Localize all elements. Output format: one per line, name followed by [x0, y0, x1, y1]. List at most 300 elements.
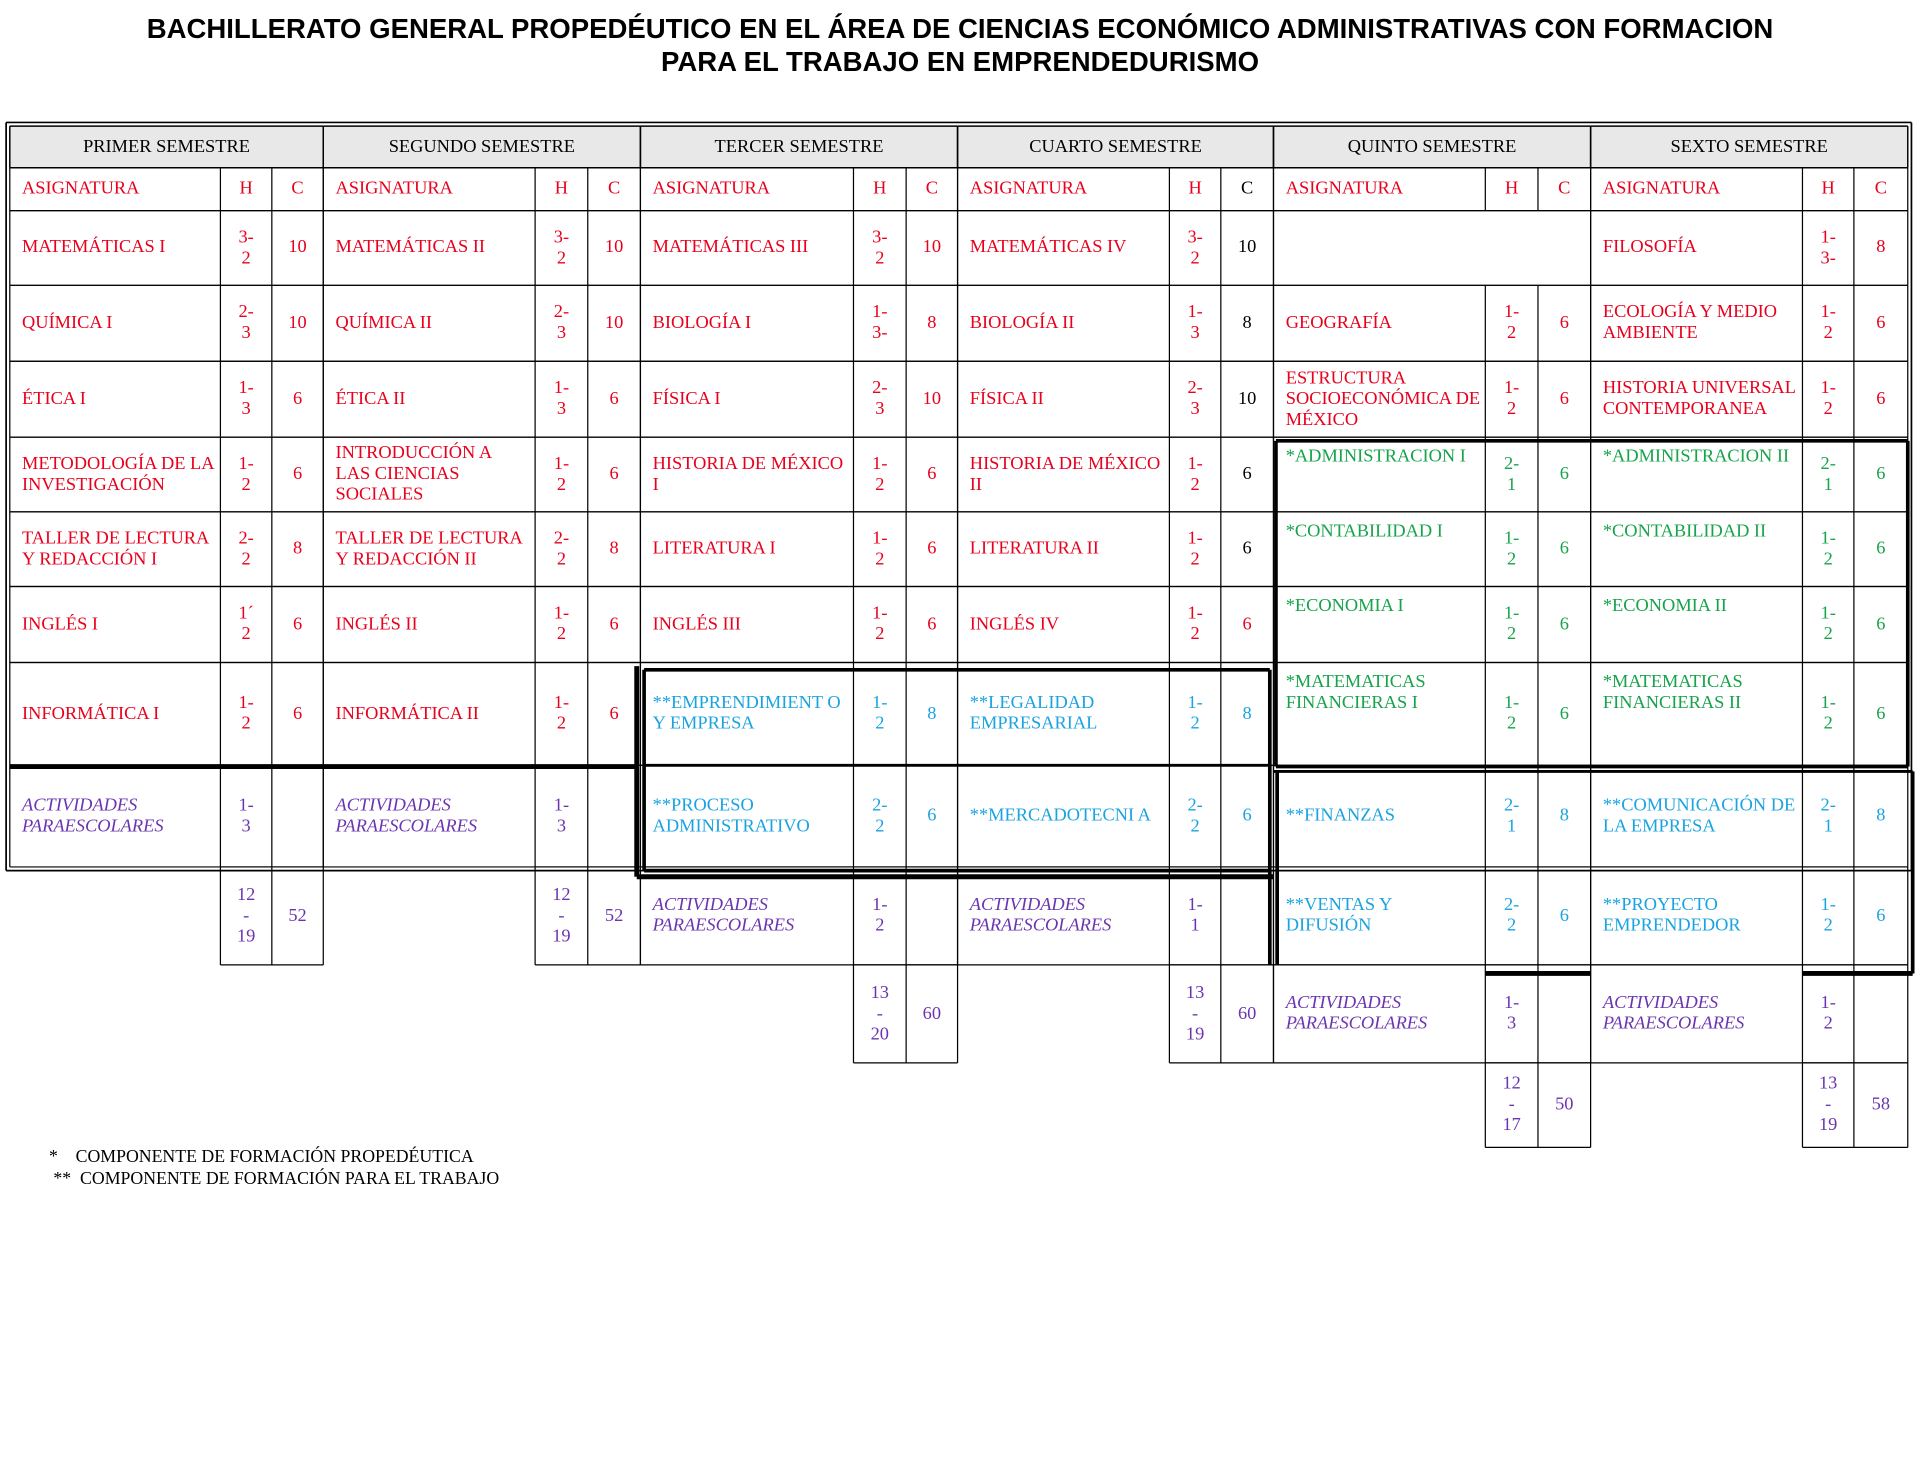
- total-credits: [1854, 1063, 1908, 1147]
- hours-cell: [853, 437, 906, 512]
- credits-cell-text: 8: [1876, 237, 1886, 258]
- hours-cell: [220, 512, 271, 587]
- credits-cell: [1854, 662, 1908, 765]
- subject-cell-text: HISTORIA UNIVERSAL CONTEMPORANEA: [1602, 378, 1796, 419]
- hours-cell-text: 2- 1: [1503, 795, 1520, 836]
- hours-cell: [535, 765, 588, 867]
- credits-cell-text: 6: [1876, 614, 1886, 634]
- hours-cell: [853, 662, 906, 765]
- credits-cell-text: 6: [1559, 388, 1569, 409]
- total-credits: [1221, 965, 1274, 1063]
- subject-cell-text: **PROCESO ADMINISTRATIVO: [652, 795, 810, 836]
- credits-cell: [1854, 765, 1908, 867]
- credits-cell: [588, 765, 641, 867]
- col-label-hours-text: H: [873, 178, 887, 199]
- hours-cell-text: 1- 3: [553, 795, 570, 836]
- hours-cell-text: 1- 2: [1503, 693, 1520, 734]
- subject-cell: [958, 361, 1170, 437]
- hours-cell: [853, 512, 906, 587]
- col-label-credits: [1221, 168, 1274, 211]
- col-label-hours-text: H: [1188, 178, 1202, 199]
- hours-cell-text: 1- 2: [1820, 603, 1836, 645]
- subject-cell-text: **EMPRENDIMIENT O Y EMPRESA: [652, 693, 841, 734]
- subject-cell: [1273, 512, 1485, 587]
- subject-cell: [10, 285, 221, 361]
- credits-cell-text: 10: [922, 388, 942, 409]
- col-label-hours-text: H: [239, 178, 253, 199]
- title-line-1: BACHILLERATO GENERAL PROPEDÉUTICO EN EL ÁREA DE CIENCIAS ECONÓMICO ADMINISTRATIVAS CON FORMACION: [146, 13, 1774, 45]
- col-label-subject-text: ASIGNATURA: [652, 178, 771, 199]
- subject-cell: [958, 662, 1170, 765]
- col-label-hours: [535, 168, 588, 211]
- subject-cell: [640, 285, 853, 361]
- col-label-subject-text: ASIGNATURA: [1602, 178, 1721, 199]
- subject-cell: [1273, 285, 1485, 361]
- col-label-subject: [1591, 168, 1803, 211]
- activities-cell-text: ACTIVIDADES PARAESCOLARES: [652, 895, 795, 936]
- hours-cell-text: 1- 2: [872, 603, 888, 645]
- credits-cell: [1538, 587, 1591, 663]
- hours-cell-text: 3- 2: [872, 227, 888, 268]
- col-label-hours: [1169, 168, 1220, 211]
- credits-cell-text: 6: [1559, 464, 1569, 484]
- activities-cell-text: ACTIVIDADES PARAESCOLARES: [22, 795, 164, 836]
- hours-cell-text: 1- 2: [1187, 453, 1203, 495]
- credits-cell-text: 6: [1242, 614, 1252, 634]
- subject-cell: [958, 512, 1170, 587]
- semester-header-4: [958, 126, 1274, 168]
- total-hours-text: 12 - 17: [1502, 1073, 1521, 1136]
- credits-cell-text: 6: [1242, 805, 1252, 826]
- credits-cell-text: 10: [1237, 388, 1257, 409]
- hours-cell-text: 2- 3: [553, 302, 570, 343]
- credits-cell: [588, 587, 641, 663]
- col-label-subject: [640, 168, 853, 211]
- credits-cell: [1854, 587, 1908, 663]
- hours-cell: [853, 765, 906, 867]
- credits-cell: [1221, 662, 1274, 765]
- total-hours-text: 13 - 20: [870, 982, 889, 1044]
- subject-cell-text: *ADMINISTRACION I: [1285, 446, 1466, 467]
- hours-cell-text: 1- 2: [872, 528, 888, 569]
- subject-cell-text: TALLER DE LECTURA Y REDACCIÓN II: [335, 528, 522, 569]
- page-title: [0, 12, 1920, 78]
- hours-cell: [1802, 512, 1853, 587]
- total-credits-text: 60: [1237, 1003, 1257, 1024]
- hours-cell: [1485, 361, 1538, 437]
- credits-cell-text: 10: [604, 312, 624, 333]
- subject-cell: [1591, 437, 1803, 512]
- hours-cell: [220, 285, 271, 361]
- credits-cell-text: 6: [1559, 538, 1569, 559]
- hours-cell: [1169, 285, 1220, 361]
- hours-cell-text: 1- 2: [1503, 378, 1520, 419]
- credits-cell: [1221, 765, 1274, 867]
- hours-cell: [1485, 965, 1538, 1063]
- subject-cell: [1273, 437, 1485, 512]
- activities-cell-text: ACTIVIDADES PARAESCOLARES: [969, 895, 1112, 936]
- credits-cell-text: 6: [292, 388, 303, 409]
- hours-cell: [853, 867, 906, 965]
- credits-cell: [1538, 765, 1591, 867]
- credits-cell-text: 8: [1242, 312, 1252, 333]
- total-credits-text: 58: [1871, 1094, 1891, 1115]
- credits-cell: [272, 662, 323, 765]
- subject-cell-text: METODOLOGÍA DE LA INVESTIGACIÓN: [22, 453, 214, 495]
- activities-cell: [323, 765, 535, 867]
- total-hours-text: 13 - 19: [1185, 982, 1205, 1044]
- semester-header-3-text: TERCER SEMESTRE: [714, 136, 884, 157]
- credits-cell-text: 6: [1242, 538, 1252, 559]
- activities-cell: [640, 867, 853, 965]
- hours-cell-text: 1- 2: [1503, 302, 1520, 343]
- subject-cell: [10, 211, 221, 286]
- subject-cell: [958, 587, 1170, 663]
- subject-cell: [1591, 361, 1803, 437]
- col-label-hours-text: H: [554, 178, 569, 199]
- credits-cell: [588, 211, 641, 286]
- subject-cell: [10, 437, 221, 512]
- credits-cell-text: 6: [1242, 464, 1252, 484]
- credits-cell-text: 6: [609, 703, 619, 724]
- total-credits-text: 50: [1555, 1094, 1574, 1115]
- credits-cell: [1221, 361, 1274, 437]
- credits-cell-text: 6: [292, 703, 303, 724]
- subject-cell: [10, 512, 221, 587]
- col-label-subject: [1273, 168, 1485, 211]
- col-label-hours: [1802, 168, 1853, 211]
- credits-cell: [272, 285, 323, 361]
- subject-cell: [640, 512, 853, 587]
- col-label-credits: [588, 168, 641, 211]
- hours-cell-text: 1- 2: [1503, 603, 1520, 645]
- total-credits: [906, 965, 957, 1063]
- credits-cell-text: 8: [609, 538, 619, 559]
- semester-header-3: [640, 126, 957, 168]
- subject-cell: [323, 662, 535, 765]
- credits-cell-text: 8: [1559, 805, 1569, 826]
- credits-cell: [1221, 512, 1274, 587]
- subject-cell-text: FÍSICA I: [652, 388, 721, 409]
- semester-header-1-text: PRIMER SEMESTRE: [83, 136, 250, 157]
- col-label-hours: [853, 168, 906, 211]
- col-label-subject-text: ASIGNATURA: [1285, 178, 1404, 199]
- credits-cell-text: 6: [1876, 905, 1886, 926]
- hours-cell-text: 1- 2: [553, 693, 570, 734]
- hours-cell: [1485, 512, 1538, 587]
- subject-cell-text: *CONTABILIDAD II: [1602, 521, 1767, 542]
- credits-cell: [588, 662, 641, 765]
- subject-cell-text: MATEMÁTICAS I: [22, 237, 166, 258]
- hours-cell-text: 1- 2: [553, 603, 570, 645]
- hours-cell-text: 2- 3: [238, 302, 254, 343]
- credits-cell-text: 6: [1559, 703, 1569, 724]
- credits-cell-text: 6: [1876, 312, 1886, 333]
- subject-cell-text: *ADMINISTRACION II: [1602, 446, 1790, 467]
- subject-cell-text: **COMUNICACIÓN DE LA EMPRESA: [1602, 795, 1796, 836]
- subject-cell-text: QUÍMICA II: [335, 312, 432, 333]
- col-label-credits-text: C: [607, 178, 621, 199]
- hours-cell-text: 1- 2: [1820, 993, 1836, 1034]
- subject-cell: [958, 437, 1170, 512]
- credits-cell: [906, 437, 957, 512]
- total-hours-text: 12 - 19: [236, 884, 256, 946]
- col-label-subject-text: ASIGNATURA: [335, 178, 453, 199]
- hours-cell: [535, 512, 588, 587]
- credits-cell: [906, 765, 957, 867]
- subject-cell: [640, 587, 853, 663]
- total-hours: [1169, 965, 1220, 1063]
- hours-cell-text: 1- 3: [1187, 302, 1203, 343]
- subject-cell: [1273, 211, 1485, 286]
- subject-cell-text: MATEMÁTICAS IV: [969, 237, 1127, 258]
- hours-cell: [853, 285, 906, 361]
- hours-cell: [535, 587, 588, 663]
- credits-cell-text: 6: [927, 805, 937, 826]
- hours-cell-text: 2- 3: [872, 378, 888, 419]
- subject-cell-text: *MATEMATICAS FINANCIERAS I: [1285, 672, 1426, 713]
- hours-cell: [220, 361, 271, 437]
- hours-cell-text: 1- 3-: [1820, 227, 1836, 268]
- hours-cell: [220, 437, 271, 512]
- col-label-credits-text: C: [1558, 178, 1571, 199]
- hours-cell-text: 3- 2: [553, 227, 570, 268]
- credits-cell: [1221, 211, 1274, 286]
- title-line-2: PARA EL TRABAJO EN EMPRENDEDURISMO: [660, 46, 1260, 78]
- subject-cell: [640, 211, 853, 286]
- hours-cell-text: 1- 2: [872, 453, 888, 495]
- semester-header-5: [1273, 126, 1590, 168]
- total-hours: [1485, 1063, 1538, 1147]
- credits-cell-text: 8: [927, 312, 937, 333]
- subject-cell-text: MATEMÁTICAS III: [652, 237, 809, 258]
- col-label-credits: [1538, 168, 1591, 211]
- hours-cell: [1802, 361, 1853, 437]
- credits-cell: [1538, 437, 1591, 512]
- note-propedeutic: * COMPONENTE DE FORMACIÓN PROPEDÉUTICA: [48, 1147, 474, 1167]
- subject-cell: [1273, 867, 1485, 965]
- subject-cell-text: ÉTICA II: [335, 388, 406, 409]
- col-label-hours: [1485, 168, 1538, 211]
- subject-cell: [1591, 765, 1803, 867]
- col-label-credits: [906, 168, 957, 211]
- col-label-hours: [220, 168, 271, 211]
- subject-cell-text: GEOGRAFÍA: [1285, 312, 1392, 333]
- hours-cell-text: 1- 2: [872, 895, 888, 936]
- col-label-credits-text: C: [1241, 178, 1254, 199]
- subject-cell: [1591, 867, 1803, 965]
- subject-cell: [323, 361, 535, 437]
- legend-notes: [49, 1146, 499, 1190]
- credits-cell: [1538, 965, 1591, 1063]
- credits-cell-text: 8: [1876, 805, 1886, 826]
- hours-cell-text: 1- 2: [238, 693, 254, 734]
- hours-cell: [220, 662, 271, 765]
- credits-cell: [272, 361, 323, 437]
- subject-cell-text: INFORMÁTICA I: [22, 703, 160, 724]
- subject-cell: [958, 211, 1170, 286]
- hours-cell: [1802, 587, 1853, 663]
- subject-cell-text: ESTRUCTURA SOCIOECONÓMICA DE MÉXICO: [1285, 367, 1481, 430]
- subject-cell-text: **VENTAS Y DIFUSIÓN: [1285, 895, 1392, 936]
- hours-cell-text: 1- 2: [1820, 302, 1836, 343]
- credits-cell: [588, 285, 641, 361]
- activities-cell: [1591, 965, 1803, 1063]
- subject-cell: [640, 437, 853, 512]
- subject-cell: [10, 662, 221, 765]
- subject-cell: [1273, 765, 1485, 867]
- subject-cell-text: BIOLOGÍA I: [652, 312, 752, 333]
- subject-cell-text: BIOLOGÍA II: [969, 312, 1075, 333]
- hours-cell-text: 2- 2: [238, 528, 254, 569]
- hours-cell: [1802, 765, 1853, 867]
- hours-cell-text: 1- 2: [1820, 528, 1836, 569]
- hours-cell: [1802, 211, 1853, 286]
- total-credits: [1538, 1063, 1591, 1147]
- hours-cell: [220, 765, 271, 867]
- hours-cell: [1169, 765, 1220, 867]
- subject-cell: [323, 211, 535, 286]
- credits-cell-text: 6: [1876, 464, 1886, 484]
- subject-cell: [1273, 361, 1485, 437]
- subject-cell: [323, 512, 535, 587]
- col-label-subject-text: ASIGNATURA: [969, 178, 1088, 199]
- credits-cell-text: 8: [927, 703, 937, 724]
- activities-cell: [10, 765, 221, 867]
- hours-cell: [220, 211, 271, 286]
- credits-cell: [588, 361, 641, 437]
- credits-cell: [906, 512, 957, 587]
- hours-cell-text: 1- 2: [1187, 603, 1203, 645]
- semester-header-2-text: SEGUNDO SEMESTRE: [388, 136, 575, 157]
- hours-cell-text: 1- 2: [238, 453, 254, 495]
- credits-cell: [906, 662, 957, 765]
- activities-cell-text: ACTIVIDADES PARAESCOLARES: [1285, 993, 1428, 1034]
- hours-cell-text: 1- 3: [1503, 993, 1520, 1034]
- hours-cell-text: 1- 3: [238, 378, 254, 419]
- credits-cell-text: 6: [1559, 312, 1569, 333]
- hours-cell: [1485, 867, 1538, 965]
- subject-cell-text: FILOSOFÍA: [1602, 237, 1697, 258]
- subject-cell-text: HISTORIA DE MÉXICO I: [652, 453, 844, 495]
- col-label-credits-text: C: [291, 178, 304, 199]
- hours-cell: [535, 662, 588, 765]
- hours-cell-text: 3- 2: [1187, 227, 1203, 268]
- credits-cell: [1538, 662, 1591, 765]
- subject-cell-text: INGLÉS III: [652, 614, 741, 634]
- hours-cell: [1802, 437, 1853, 512]
- hours-cell: [1169, 437, 1220, 512]
- credits-cell: [1854, 437, 1908, 512]
- hours-cell-text: 2- 2: [553, 528, 570, 569]
- credits-cell-text: 6: [609, 464, 619, 484]
- subject-cell-text: **PROYECTO EMPRENDEDOR: [1602, 895, 1741, 936]
- col-label-subject: [323, 168, 535, 211]
- subject-cell: [323, 437, 535, 512]
- subject-cell: [323, 285, 535, 361]
- col-label-credits: [272, 168, 323, 211]
- credits-cell-text: 10: [288, 312, 307, 333]
- subject-cell: [1591, 587, 1803, 663]
- hours-cell: [1169, 211, 1220, 286]
- note-work-training: ** COMPONENTE DE FORMACIÓN PARA EL TRABAJO: [48, 1169, 500, 1189]
- credits-cell: [1854, 965, 1908, 1063]
- hours-cell-text: 2- 1: [1820, 795, 1836, 836]
- hours-cell: [1485, 437, 1538, 512]
- hours-cell: [1169, 662, 1220, 765]
- hours-cell-text: 1- 1: [1187, 895, 1203, 936]
- subject-cell: [958, 285, 1170, 361]
- hours-cell-text: 1- 3: [553, 378, 570, 419]
- semester-header-6-text: SEXTO SEMESTRE: [1670, 136, 1828, 157]
- col-label-subject: [958, 168, 1170, 211]
- total-credits-text: 52: [288, 905, 307, 926]
- hours-cell-text: 1- 2: [553, 453, 570, 495]
- credits-cell-text: 6: [609, 614, 619, 634]
- credits-cell: [906, 867, 957, 965]
- credits-cell: [1538, 867, 1591, 965]
- subject-cell-text: QUÍMICA I: [22, 312, 113, 333]
- subject-cell-text: **FINANZAS: [1285, 805, 1395, 826]
- hours-cell: [1169, 587, 1220, 663]
- credits-cell: [272, 587, 323, 663]
- hours-cell: [1802, 285, 1853, 361]
- subject-cell: [958, 765, 1170, 867]
- subject-cell: [640, 662, 853, 765]
- total-credits: [588, 867, 641, 965]
- semester-header-6: [1591, 126, 1908, 168]
- total-credits-text: 60: [922, 1003, 942, 1024]
- credits-cell: [272, 211, 323, 286]
- semester-header-4-text: CUARTO SEMESTRE: [1029, 136, 1202, 157]
- hours-cell-text: 1- 2: [1187, 693, 1203, 734]
- credits-cell-text: 6: [927, 614, 937, 634]
- credits-cell-text: 6: [292, 464, 303, 484]
- col-label-credits-text: C: [925, 178, 938, 199]
- subject-cell: [10, 361, 221, 437]
- hours-cell-text: 3- 2: [238, 227, 254, 268]
- credits-cell: [906, 587, 957, 663]
- hours-cell-text: 2- 2: [1187, 795, 1203, 836]
- hours-cell: [535, 211, 588, 286]
- credits-cell: [1221, 437, 1274, 512]
- subject-cell: [1591, 662, 1803, 765]
- total-hours: [853, 965, 906, 1063]
- hours-cell: [1485, 662, 1538, 765]
- hours-cell: [1802, 867, 1853, 965]
- hours-cell: [1802, 662, 1853, 765]
- credits-cell: [588, 512, 641, 587]
- subject-cell-text: INGLÉS IV: [969, 614, 1060, 634]
- hours-cell-text: 1- 3: [238, 795, 254, 836]
- credits-cell-text: 10: [288, 237, 307, 258]
- credits-cell: [1854, 285, 1908, 361]
- credits-cell: [906, 285, 957, 361]
- col-label-hours-text: H: [1821, 178, 1835, 199]
- credits-cell: [1538, 361, 1591, 437]
- hours-cell-text: 2- 1: [1820, 453, 1836, 495]
- activities-cell: [1273, 965, 1485, 1063]
- subject-cell-text: FÍSICA II: [969, 388, 1044, 409]
- subject-cell-text: *ECONOMIA II: [1602, 596, 1727, 616]
- hours-cell-text: 1- 3-: [872, 302, 888, 343]
- subject-cell-text: MATEMÁTICAS II: [335, 237, 486, 258]
- subject-cell-text: **LEGALIDAD EMPRESARIAL: [969, 693, 1098, 734]
- total-hours: [1802, 1063, 1853, 1147]
- credits-cell-text: 6: [927, 538, 937, 559]
- credits-cell: [272, 765, 323, 867]
- hours-cell-text: 1- 2: [1820, 378, 1836, 419]
